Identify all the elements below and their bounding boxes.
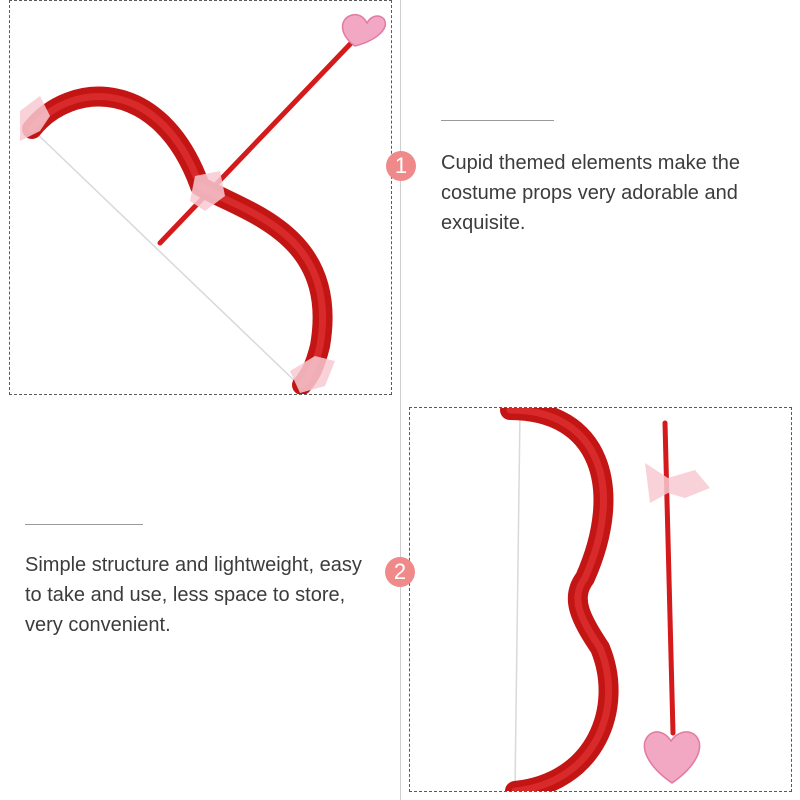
ribbon-icon	[645, 463, 710, 503]
bow-limb	[510, 410, 609, 791]
feature-1-description: Cupid themed elements make the costume props very adorable and exquisite.	[441, 152, 741, 234]
feature-1-divider	[441, 120, 554, 121]
feature-2-number-badge: 2	[385, 557, 415, 587]
feature-1-number-badge: 1	[386, 151, 416, 181]
product-photo-bow-and-arrow	[9, 0, 392, 395]
center-divider	[400, 0, 401, 800]
bow-string	[515, 413, 520, 788]
heart-tip-icon	[644, 732, 699, 783]
product-photo-bow-and-arrow-vertical	[409, 407, 792, 792]
bow-arrow-vertical-illustration	[410, 408, 792, 792]
feature-2-divider	[25, 524, 143, 525]
heart-tip-icon	[343, 15, 386, 46]
bow-string	[32, 129, 300, 386]
feature-2-description: Simple structure and lightweight, easy to take and use, less space to store, very convenient.	[25, 554, 362, 636]
arrow-shaft	[665, 423, 673, 733]
bow-arrow-illustration	[10, 1, 392, 395]
